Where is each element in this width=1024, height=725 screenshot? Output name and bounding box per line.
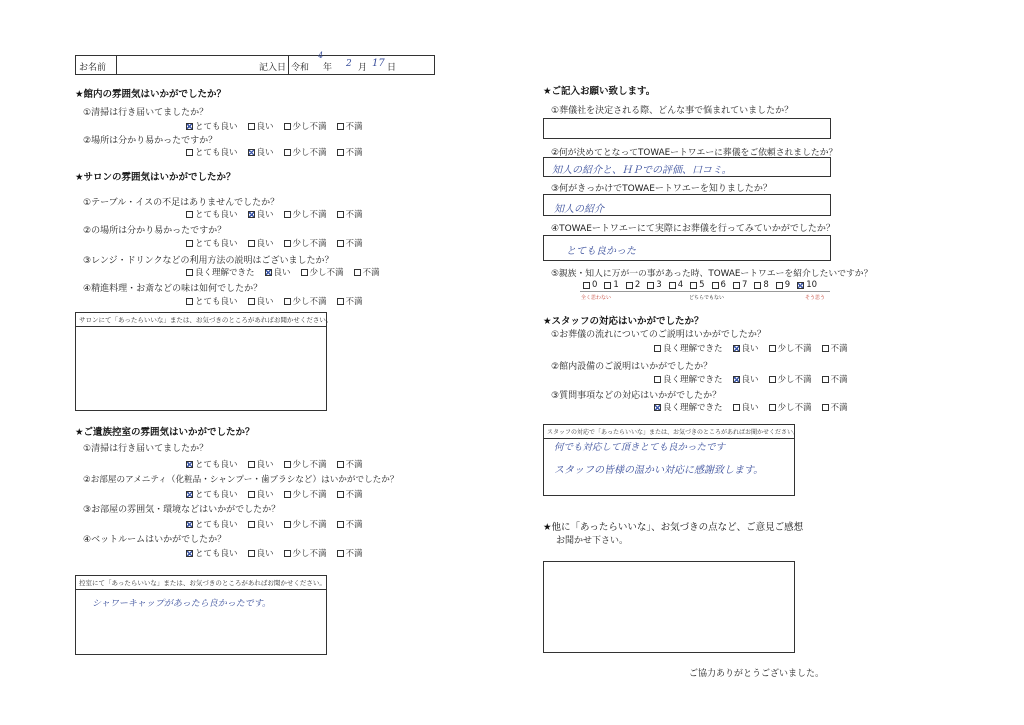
year-unit: 年 [323,63,333,73]
hall-q1-options [186,120,363,132]
family-section-title: ★ご遺族控室の雰囲気はいかがでしたか？ [75,427,255,438]
option[interactable]: とても良い [186,120,238,132]
checkbox[interactable] [337,521,344,528]
staff-q2: ②館内設備のご説明はいかがでしたか？ [551,362,713,372]
salon-q4-options [186,295,363,307]
name-label: お名前 [79,63,107,73]
staff-q3: ③質問事項などの対応はいかがでしたか？ [551,391,722,401]
salon-q3-options [186,266,380,278]
checkbox-checked[interactable] [733,345,740,352]
scale-option[interactable]: 5 [690,280,704,290]
salon-q2: ②の場所は分かり易かったですか？ [83,226,227,236]
checkbox-checked[interactable] [186,461,193,468]
option[interactable]: 良い [248,458,274,470]
option[interactable]: 良い [248,146,274,158]
option[interactable]: 良く理解できた [654,401,723,413]
option[interactable]: 不満 [354,266,380,278]
option[interactable]: 不満 [822,373,848,385]
checkbox-checked[interactable] [186,550,193,557]
option[interactable]: 良い [248,208,274,220]
salon-q2-options [186,237,363,249]
hall-q2-options [186,146,363,158]
thanks-text: ご協力ありがとうございました。 [689,669,825,679]
option[interactable]: 良い [248,237,274,249]
checkbox[interactable] [284,461,291,468]
family-q1-options [186,458,363,470]
year-value: 4 [318,51,324,60]
option[interactable]: 不満 [337,488,363,500]
option[interactable]: 良い [265,266,291,278]
family-q4-options [186,547,363,559]
staff-comment-handwriting-1: 何でも対応して頂きとても良かったです [554,442,726,453]
hall-section-title: ★館内の雰囲気はいかがでしたか？ [75,89,227,100]
option[interactable]: 少し不満 [284,488,327,500]
option[interactable]: 不満 [337,146,363,158]
checkbox[interactable] [248,123,255,130]
request-q2: ②何が決めてとなってTOWAEートワエーに葬儀をご依頼されましたか？ [551,148,838,158]
checkbox[interactable] [248,491,255,498]
option[interactable]: 少し不満 [284,518,327,530]
checkbox[interactable] [669,282,676,289]
request-q1: ①葬儀社を決定される際、どんな事で悩まれていましたか？ [551,106,794,116]
day-unit: 日 [387,63,397,73]
date-label: 記入日 [259,63,287,73]
checkbox-checked[interactable] [265,269,272,276]
checkbox[interactable] [733,404,740,411]
salon-q1: ①テーブル・イスの不足はありませんでしたか？ [83,198,280,208]
checkbox[interactable] [186,269,193,276]
option[interactable]: とても良い [186,295,238,307]
checkbox[interactable] [776,282,783,289]
checkbox[interactable] [248,461,255,468]
request-q3-handwriting: 知人の紹介 [554,204,604,215]
divider [288,56,289,74]
option[interactable]: 少し不満 [284,146,327,158]
scale-low-label: 全く思わない [581,295,612,301]
option[interactable]: とても良い [186,146,238,158]
option[interactable]: とても良い [186,488,238,500]
option[interactable]: 不満 [337,208,363,220]
family-q2: ②お部屋のアメニティ（化粧品・シャンプー・歯ブラシなど）はいかがでしたか？ [83,475,399,485]
option[interactable]: 良い [733,342,759,354]
checkbox[interactable] [186,240,193,247]
hall-q1: ①清掃は行き届いてましたか？ [83,108,209,118]
checkbox[interactable] [822,404,829,411]
scale-option[interactable]: 4 [669,280,683,290]
scale-option[interactable]: 8 [754,280,768,290]
scale-option[interactable]: 0 [583,280,597,290]
month-unit: 月 [358,63,368,73]
option[interactable]: 不満 [822,401,848,413]
option[interactable]: 良い [248,120,274,132]
option[interactable]: 少し不満 [284,120,327,132]
family-comment-box[interactable] [75,575,327,655]
scale-option[interactable]: 7 [733,280,747,290]
family-q1: ①清掃は行き届いてましたか？ [83,444,209,454]
request-q1-answer[interactable] [543,118,831,139]
family-q2-options [186,488,363,500]
option[interactable]: 良い [248,488,274,500]
recommend-scale [583,280,817,290]
option[interactable]: 良く理解できた [654,342,723,354]
checkbox[interactable] [284,123,291,130]
checkbox[interactable] [186,149,193,156]
checkbox[interactable] [822,376,829,383]
option[interactable]: 不満 [337,518,363,530]
option[interactable]: 不満 [337,237,363,249]
month-value: 2 [346,59,352,69]
scale-option[interactable]: 9 [776,280,790,290]
checkbox[interactable] [248,550,255,557]
option[interactable]: とても良い [186,547,238,559]
option[interactable]: 不満 [337,547,363,559]
checkbox[interactable] [337,240,344,247]
option[interactable]: とても良い [186,208,238,220]
staff-comment-handwriting-2: スタッフの皆様の温かい対応に感謝致します。 [554,465,764,476]
family-q3: ③お部屋の雰囲気・環境などはいかがでしたか？ [83,505,281,515]
checkbox[interactable] [654,376,661,383]
checkbox[interactable] [626,282,633,289]
checkbox-checked[interactable] [733,376,740,383]
option[interactable]: 不満 [337,295,363,307]
scale-option[interactable]: 1 [604,280,618,290]
checkbox[interactable] [690,282,697,289]
option[interactable]: 良く理解できた [654,373,723,385]
request-q3-answer[interactable] [543,194,831,216]
other-comment-box[interactable] [543,561,795,653]
staff-comment-label: スタッフの対応で「あったらいいな」または、お気づきのところがあればお聞かせください。 [544,425,794,439]
option[interactable]: 不満 [337,120,363,132]
salon-section-title: ★サロンの雰囲気はいかがでしたか？ [75,172,236,183]
checkbox[interactable] [337,211,344,218]
option[interactable]: 少し不満 [769,401,812,413]
request-q5: ⑤親族・知人に万が一の事があった時、TOWAEートワエーを紹介したいですか？ [551,269,873,279]
checkbox[interactable] [769,345,776,352]
scale-axis-line [580,291,830,292]
request-q3: ③何がきっかけでTOWAEートワエーを知りましたか？ [551,184,772,194]
checkbox[interactable] [284,491,291,498]
option[interactable]: 少し不満 [769,373,812,385]
option[interactable]: 不満 [337,458,363,470]
family-comment-label: 控室にて「あったらいいな」または、お気づきのところがあればお聞かせください。 [76,576,326,590]
checkbox-checked[interactable] [248,211,255,218]
option[interactable]: 少し不満 [284,547,327,559]
option[interactable]: 良い [733,373,759,385]
option[interactable]: とても良い [186,458,238,470]
checkbox[interactable] [604,282,611,289]
checkbox[interactable] [733,282,740,289]
staff-comment-box[interactable] [543,424,799,496]
staff-q1: ①お葬儀の流れについてのご説明はいかがでしたか？ [551,330,766,340]
hall-q2: ②場所は分かり易かったですか？ [83,136,218,146]
option[interactable]: 良い [248,518,274,530]
scale-mid-label: どちらでもない [689,295,724,301]
checkbox-checked[interactable] [654,404,661,411]
checkbox[interactable] [654,345,661,352]
salon-comment-label: サロンにて「あったらいいな」または、お気づきのところがあればお聞かせください。 [76,313,326,327]
staff-q3-options [654,401,848,413]
checkbox[interactable] [284,240,291,247]
checkbox[interactable] [337,461,344,468]
request-section-title: ★ご記入お願い致します。 [543,86,656,97]
option[interactable]: 不満 [822,342,848,354]
option[interactable]: とても良い [186,237,238,249]
header-form [75,51,435,75]
checkbox[interactable] [822,345,829,352]
checkbox[interactable] [769,404,776,411]
checkbox[interactable] [284,550,291,557]
scale-high-label: そう思う [805,295,826,301]
checkbox-checked[interactable] [186,123,193,130]
checkbox[interactable] [284,211,291,218]
option[interactable]: 良く理解できた [186,266,255,278]
checkbox[interactable] [186,211,193,218]
option[interactable]: 少し不満 [284,458,327,470]
option[interactable]: とても良い [186,518,238,530]
checkbox[interactable] [284,298,291,305]
era-label: 令和 [291,63,310,73]
salon-q4: ④精進料理・お斎などの味は如何でしたか？ [83,284,263,294]
scale-option[interactable]: 10 [797,280,817,290]
option[interactable]: 少し不満 [284,208,327,220]
option[interactable]: 良い [248,547,274,559]
salon-comment-box[interactable] [75,312,333,411]
option[interactable]: 少し不満 [769,342,812,354]
request-q2-handwriting: 知人の紹介と、ＨＰでの評価、口コミ。 [552,165,732,176]
checkbox[interactable] [337,550,344,557]
request-q2-answer[interactable] [543,157,831,177]
checkbox[interactable] [337,298,344,305]
day-value: 17 [372,58,385,69]
checkbox[interactable] [354,269,361,276]
checkbox-checked[interactable] [248,149,255,156]
checkbox[interactable] [769,376,776,383]
staff-q1-options [654,342,848,354]
option[interactable]: 良い [248,295,274,307]
checkbox[interactable] [712,282,719,289]
checkbox[interactable] [284,521,291,528]
option[interactable]: 良い [733,401,759,413]
checkbox-checked[interactable] [186,491,193,498]
salon-q1-options [186,208,363,220]
checkbox[interactable] [284,149,291,156]
checkbox[interactable] [337,123,344,130]
checkbox[interactable] [647,282,654,289]
checkbox[interactable] [301,269,308,276]
family-q4: ④ベットルームはいかがでしたか？ [83,535,227,545]
family-q3-options [186,518,363,530]
option[interactable]: 少し不満 [284,237,327,249]
checkbox[interactable] [337,491,344,498]
staff-section-title: ★スタッフの対応はいかがでしたか？ [543,316,704,327]
checkbox-checked[interactable] [797,282,804,289]
checkbox[interactable] [248,521,255,528]
checkbox[interactable] [248,298,255,305]
checkbox[interactable] [583,282,590,289]
request-q4-handwriting: とても良かった [566,246,636,257]
request-q4-answer[interactable] [543,235,831,261]
other-section-title-2: お聞かせ下さい。 [556,536,629,546]
checkbox-checked[interactable] [186,521,193,528]
option[interactable]: 少し不満 [301,266,344,278]
other-section-title: ★他に「あったらいいな」、お気づきの点など、ご意見ご感想 [543,522,804,533]
scale-option[interactable]: 6 [712,280,726,290]
checkbox[interactable] [337,149,344,156]
checkbox[interactable] [186,298,193,305]
option[interactable]: 少し不満 [284,295,327,307]
staff-q2-options [654,373,848,385]
scale-option[interactable]: 3 [647,280,661,290]
family-comment-handwriting: シャワーキャップがあったら良かったです。 [92,599,272,609]
checkbox[interactable] [248,240,255,247]
scale-option[interactable]: 2 [626,280,640,290]
request-q4: ④TOWAEートワエーにて実際にお葬儀を行ってみていかがでしたか？ [551,224,835,234]
salon-q3: ③レンジ・ドリンクなどの利用方法の説明はございましたか？ [83,256,334,266]
checkbox[interactable] [754,282,761,289]
